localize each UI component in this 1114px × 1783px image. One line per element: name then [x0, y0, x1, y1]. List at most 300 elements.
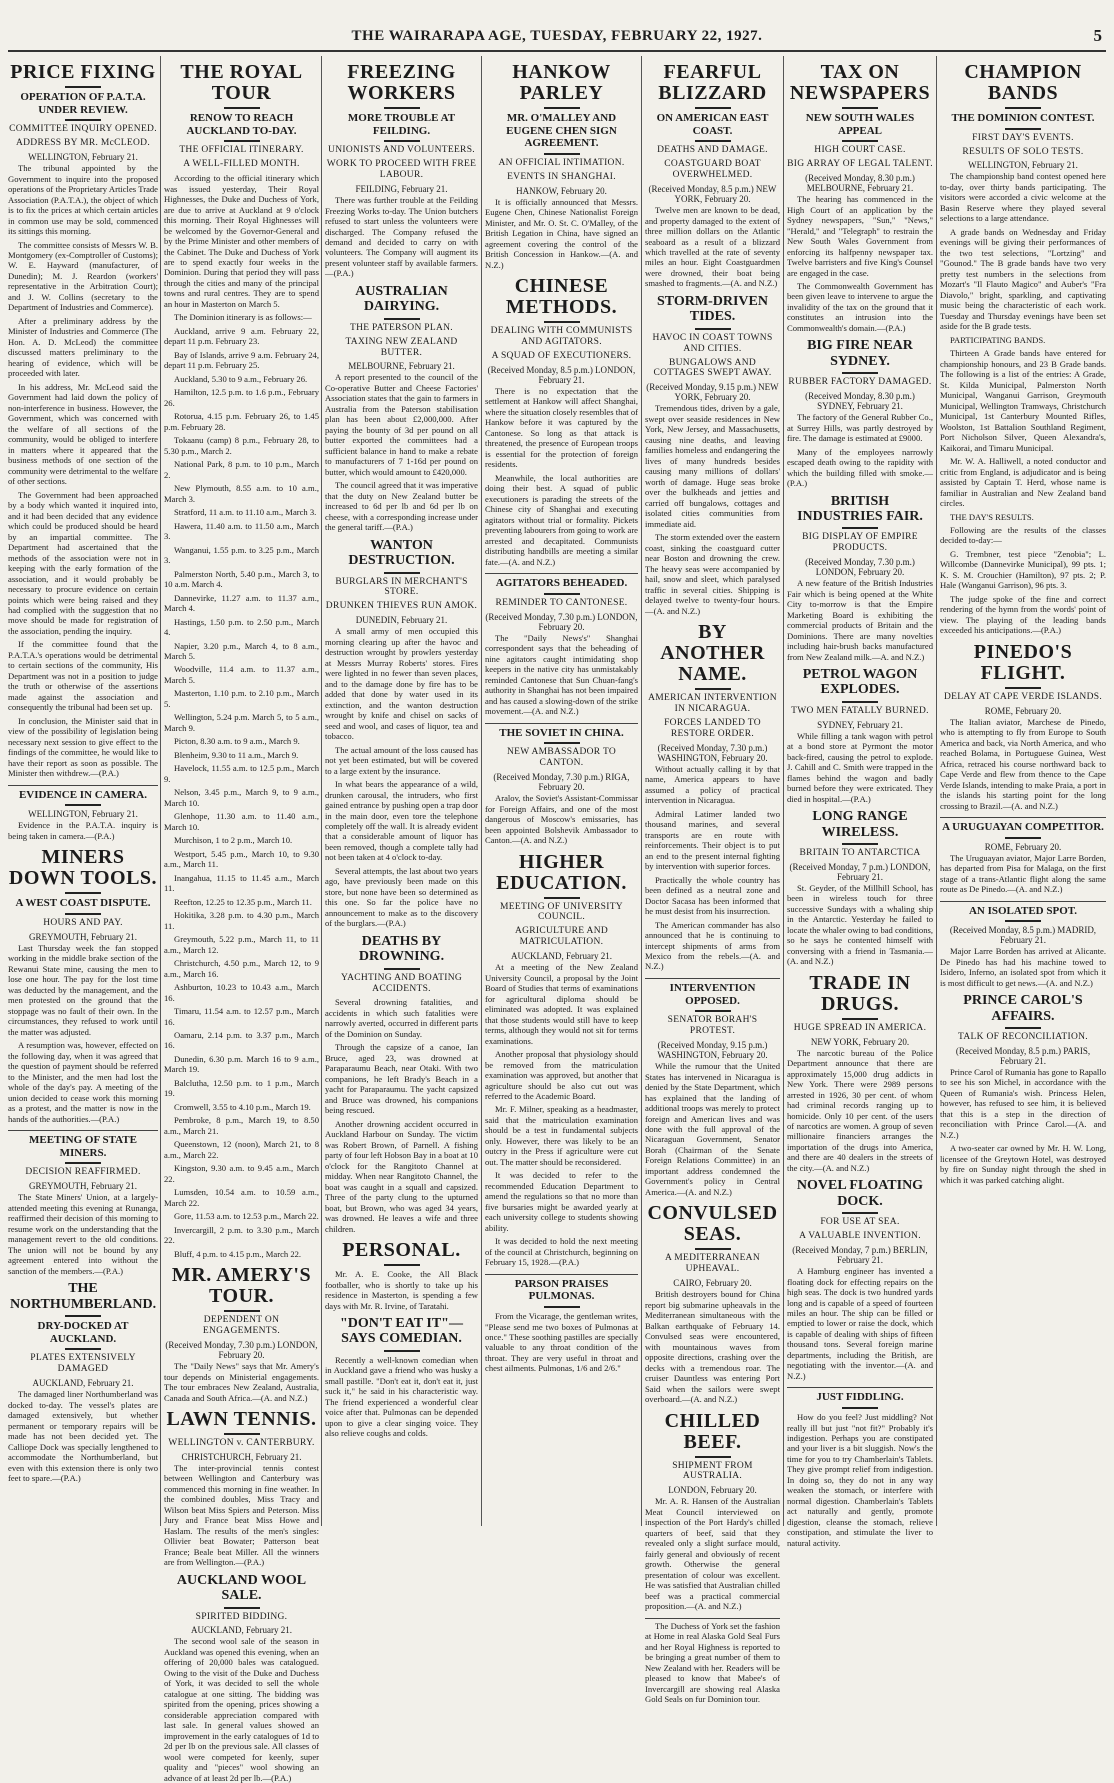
article	[8, 1130, 158, 1276]
article	[645, 1203, 780, 1404]
article-paragraph: Stratford, 11 a.m. to 11.10 a.m., March 3.	[174, 507, 317, 518]
article-paragraph: A Hamburg engineer has invented a floating dock for effecting repairs on the high seas. The dock is two hundred yards long and is capable of a speed of fourteen miles an hour. The ship can be filled or emptied to lower or raise the dock, which is capable of dealing with ships of fifteen thousand tons. Several foreign marine departments, including the British, are negotiating with the inventor.—(A. and N.Z.)	[787, 1266, 933, 1381]
article-dateline: FEILDING, February 21.	[355, 184, 448, 195]
article-headline: MR. AMERY'S TOUR.	[171, 1264, 312, 1308]
headline-rule	[1005, 1027, 1041, 1029]
article-paragraph: British destroyers bound for China report big submarine upheavals in the Mediterranean simultaneous with the Balkan earthquake of February 14. Convulsed seas were encountered, with mountainous waves from opposite directions, crashing over the decks with a tremendous roar. The cruiser Dauntless was entering Port Said when the sailors were swept overboard.—(A. and N.Z.)	[645, 1289, 780, 1405]
article	[164, 62, 319, 1259]
article-dateline: (Received Monday, 7.30 p.m.) LONDON, February 20.	[485, 611, 638, 632]
article-dateline: AUCKLAND, February 21.	[32, 1378, 134, 1389]
article-deck: AGRICULTURE AND MATRICULATION.	[514, 926, 609, 948]
article	[164, 1409, 319, 1568]
section-rule	[940, 901, 1106, 902]
article	[8, 785, 158, 842]
article-dateline: MELBOURNE, February 21.	[348, 361, 455, 372]
article-subhead: AN ISOLATED SPOT.	[968, 904, 1078, 917]
article-dateline: (Received Monday, 7.30 p.m.) LONDON, February 20.	[805, 557, 915, 578]
article-paragraph: Recently a well-known comedian when in Auckland gave a friend who was husky a small pastille. "Don't eat it, don't eat it, just suck it," he said in his characteristic way. The friend experienced a wonderful clear voice after that. Pulmonas can be depended upon to give a clear singing voice. They also relieve coughs and colds.	[325, 1354, 478, 1439]
article-paragraph: Evidence in the P.A.T.A. inquiry is being taken in camera.—(P.A.)	[8, 820, 158, 841]
article-dateline: (Received Monday, 7.30 p.m.) WASHINGTON, February 20.	[657, 742, 768, 763]
headline-rule	[384, 572, 420, 574]
article-dateline: (Received Monday, 7.30 p.m.) LONDON, February 20.	[165, 1340, 318, 1361]
article-paragraph: It was decided to hold the next meeting of the council at Christchurch, beginning on February 15, 1928.—(P.A.)	[485, 1236, 638, 1268]
article-headline: BRITISH INDUSTRIES FAIR.	[797, 493, 923, 524]
article-paragraph: After a preliminary address by the Minister of Industries and Commerce (The Hon. A. D. McLeod) the committee discussed matters preliminary to the hearing of evidence, which will be proceeded with later.	[8, 315, 158, 379]
article-paragraph: A grade bands on Wednesday and Friday evenings will be giving their performances of the two test selections, "Lortzing" and "Gounod." The B grade bands have two very pretty test numbers in the selections from Mozart's "Il Flauto Magico" and Auber's "Fra Diavolo," bright, sparkling, and captivating music being the characteristic of each work. Tuesday and Thursday evenings have been set aside for the B grade tests.	[940, 226, 1106, 332]
article-subhead: ON AMERICAN EAST COAST.	[656, 112, 769, 137]
subhead-rule	[65, 119, 101, 121]
article-deck: BIG DISPLAY OF EMPIRE PRODUCTS.	[802, 532, 918, 554]
article-deck: BIG ARRAY OF LEGAL TALENT.	[787, 159, 933, 170]
article-headline: CHINESE METHODS.	[505, 275, 618, 319]
article	[787, 62, 933, 333]
article-paragraph: A new feature of the British Industries Fair which is being opened at the White City to-morrow is that the Empire Marketing Board is exhibiting the commercial products of Britain and the Dominions. There are many novelties including hair-brush backs manufactured from New Zealand milk.—A. and N.Z.)	[787, 578, 933, 662]
article-paragraph: Invercargill, 2 p.m. to 3.30 p.m., March 22.	[164, 1224, 319, 1246]
article-deck: THE OFFICIAL ITINERARY.	[179, 145, 304, 156]
article-headline: FEARFUL BLIZZARD	[658, 61, 767, 104]
article	[164, 1573, 319, 1783]
article-paragraph: Blenheim, 9.30 to 11 a.m., March 9.	[174, 749, 299, 760]
article-paragraph: Palmerston North, 5.40 p.m., March 3, to 10 a.m. March 4.	[164, 568, 319, 590]
article-paragraph: Pembroke, 8 p.m., March 19, to 8.50 a.m., March 21.	[164, 1115, 319, 1136]
article	[485, 62, 638, 270]
column-divider	[783, 56, 784, 1526]
article-subhead: NEW SOUTH WALES APPEAL	[805, 112, 915, 137]
article-paragraph: Lumsden, 10.54 a.m. to 10.59 a.m., March 22.	[164, 1187, 319, 1208]
headline-rule	[1005, 687, 1041, 689]
article-paragraph: Greymouth, 5.22 p.m., March 11, to 11 a.m., March 12.	[164, 934, 319, 955]
article-subhead: DRY-DOCKED AT AUCKLAND.	[37, 1320, 129, 1345]
article-paragraph: The "Daily News's" Shanghai correspondent says that the beheading of nine agitators caught intimidating shop keepers in the native city has unmistakably reminded Cantonese that Sun Chuan-fang's authority in Shanghai has not been impaired and has caused a slowing-down of the strike movement.—(A. and N.Z.)	[485, 632, 638, 717]
article	[325, 1316, 478, 1439]
article	[485, 276, 638, 567]
article-paragraph: At a meeting of the New Zealand University Council, a proposal by the Joint Board of Studies that terms of examinations for agricultural diploma should be eliminated was adopted. It was explained that those students would still have to keep terms, although they would not sit for terms examinations.	[485, 962, 638, 1046]
article-deck: DEALING WITH COMMUNISTS AND AGITATORS.	[490, 326, 633, 348]
article-paragraph: From the Vicarage, the gentleman writes, "Please send me two boxes of Pulmonas at once." These soothing pastilles are specially valuable to any throat condition of the throat. They are very useful in throat and chest ailments. Pulmonas, 1/6 and 2/6."	[485, 1311, 638, 1374]
headline-rule	[842, 1212, 878, 1214]
article-paragraph: National Park, 8 p.m. to 10 p.m., March 2.	[164, 459, 319, 480]
article	[940, 993, 1106, 1185]
article-dateline: GREYMOUTH, February 21.	[29, 931, 137, 942]
article-paragraph: Practically the whole country has been defined as a neutral zone and Doctor Sacasa has been informed that he must desist from his insurrection.	[645, 874, 780, 917]
article-paragraph: Ashburton, 10.23 to 10.43 a.m., March 16.	[164, 982, 319, 1003]
article-paragraph: The Italian aviator, Marchese de Pinedo, who is attempting to fly from Europe to South America and back, via North America, and who reached Bolama, in Portuguese Guinea, West Africa, retraced his course northward back to Cape Verde and flew from thence to the Cape Verde Islands, intending to make Praia, a port in the islands his starting point for the long crossing to Brazil.—(A. and N.Z.)	[940, 716, 1106, 811]
article-subhead: A WEST COAST DISPUTE.	[15, 897, 151, 910]
headline-rule	[842, 372, 878, 374]
article-headline: FREEZING WORKERS	[347, 61, 456, 104]
article-paragraph: Bluff, 4 p.m. to 4.15 p.m., March 22.	[174, 1248, 302, 1259]
article-dateline: (Received Monday, 9.15 p.m.) NEW YORK, February 20.	[646, 382, 779, 403]
article-paragraph: In his address, Mr. McLeod said the Government had laid down the policy of non-interference in business. However, the Government, which was concerned with the welfare of all sections of the community, would be obliged to interfere in matters where it appeared that the business methods of one section of the community were detrimental to the welfare of other sections.	[8, 381, 158, 487]
article-paragraph: The judge spoke of the fine and correct rendering of the hymn from the words' point of view. The playing of the leading bands exceeded his anticipations.—(P.A.)	[940, 593, 1106, 636]
article	[325, 934, 478, 1234]
article-paragraph: If the committee found that the P.A.T.A.'s operations would be detrimental to certain sections of the community, His Department was not in a position to judge the truth or otherwise of the assertions made against the association and consequently the tribunal had been set up.	[8, 639, 158, 713]
article-deck: A WELL-FILLED MONTH.	[183, 159, 300, 170]
article-headline: PRICE FIXING	[10, 61, 156, 83]
article-headline: CONVULSED SEAS.	[647, 1202, 778, 1246]
subhead-rule	[695, 140, 731, 142]
article-paragraph: Meanwhile, the local authorities are doing their best. A squad of public executioners is parading the streets of the Chinese city of Shanghai and executing agitators without trial or formality. Pickets preventing labourers from going to work are arrested and decapitated. Communists distributing handbills are meeting a similar fate.—(A. and N.Z.)	[485, 472, 638, 567]
article	[8, 847, 158, 1124]
article-paragraph: Wanganui, 1.55 p.m. to 3.25 p.m., March 3.	[164, 544, 319, 566]
subhead-rule	[65, 804, 101, 806]
article-paragraph: Mr. F. Milner, speaking as a headmaster, said that the matriculation examination should be a test in fundamental subjects only. However, there was likely to be an outcry in the Press if agriculture were cut out. The matter should be reconsidered.	[485, 1104, 638, 1167]
headline-rule	[224, 107, 260, 109]
article-paragraph: Masterton, 1.10 p.m. to 2.10 p.m., March 5.	[164, 688, 319, 709]
article-paragraph: It was decided to refer to the recommended Education Department to amend the regulations so that no more than five bursaries might be awarded yearly at each university college to students showing ability.	[485, 1170, 638, 1233]
article-paragraph: Queenstown, 12 (noon), March 21, to 8 a.m., March 22.	[164, 1139, 319, 1160]
article-paragraph: A report presented to the council of the Co-operative Butter and Cheese Factories' Association states that the gain to farmers in Australia from the Paterson stabilisation plan has been about £2,000,000. After paying the bounty of 3d per pound on all butter exported the committees had a sufficient balance in hand to make a rebate to manufacturers of 7 1-16d per pound on butter, which would amount to £420,000.	[325, 372, 478, 477]
article-paragraph: Havelock, 11.55 a.m. to 12.5 p.m., March 9.	[164, 763, 319, 784]
article	[645, 1411, 780, 1612]
article	[787, 338, 933, 488]
article-deck: SENATOR BORAH'S PROTEST.	[667, 1015, 758, 1037]
article	[645, 294, 780, 616]
article-deck: BRITAIN TO ANTARCTICA	[799, 847, 921, 858]
headline-rule	[224, 1310, 260, 1312]
subhead-rule	[695, 1010, 731, 1012]
article-paragraph: It is officially announced that Messrs. Eugene Chen, Chinese Nationalist Foreign Minister, and Mr. O. St. C. O'Malley, of the British Legation in China, have signed an agreement covering the control of the British Concession in Hankow.—(A. and N.Z.)	[485, 196, 638, 270]
article	[940, 817, 1106, 895]
article-paragraph: THE DAY'S RESULTS.	[950, 511, 1034, 522]
section-rule	[645, 978, 780, 979]
article	[325, 1240, 478, 1311]
article-paragraph: The committee consists of Messrs W. B. Montgomery (ex-Comptroller of Customs); W. E. Hayward (manufacturer, of Dunedin); M. J. Reardon (workers' representative in the Arbitration Court); and J. W. Collins (secretary to the Department of Industries and Commerce).	[8, 239, 158, 313]
article-subhead: THE DOMINION CONTEST.	[951, 112, 1095, 124]
subhead-rule	[842, 1407, 878, 1409]
article-paragraph: The Uruguayan aviator, Major Larre Borden, has departed from Pisa for Malaga, on the first stage of a trans-Atlantic flight along the same route as De Pinedo.—(A. and N.Z.)	[940, 852, 1106, 895]
subhead-rule	[384, 140, 420, 142]
article-paragraph: G. Trembner, test piece "Zenobia"; L. Willcombe (Dannevirke Municipal), 99 pts. 1; K. S. M. Crouchier (Hamilton), 97 pts. 2; P. Hale (Wanganui Garrison), 96 pts. 3.	[940, 548, 1106, 591]
article-paragraph: Hastings, 1.50 p.m. to 2.50 p.m., March 4.	[164, 616, 319, 638]
article-deck: TWO MEN FATALLY BURNED.	[791, 705, 929, 716]
article-deck: AMERICAN INTERVENTION IN NICARAGUA.	[648, 693, 777, 714]
article-deck: DELAY AT CAPE VERDE ISLANDS.	[943, 691, 1103, 702]
article-headline: AUSTRALIAN DAIRYING.	[355, 283, 448, 315]
article	[787, 494, 933, 663]
article-deck: FOR USE AT SEA.	[820, 1217, 900, 1228]
headline-rule	[384, 968, 420, 970]
newspaper-columns	[0, 56, 1114, 1783]
article-deck: DECISION REAFFIRMED.	[25, 1167, 141, 1178]
article-dateline: SYDNEY, February 21.	[817, 719, 903, 730]
article-paragraph: The Dominion itinerary is as follows:—	[174, 312, 312, 323]
article-dateline: (Received Monday, 8.5 p.m.) LONDON, February 21.	[487, 364, 636, 385]
headline-rule	[384, 318, 420, 320]
article-subhead: A URUGUAYAN COMPETITOR.	[942, 821, 1104, 834]
article-paragraph: Several attempts, the last about two years ago, have previously been made on this store, but none have been so determined as this one. So far the police have no announcement to make as to the discovery of the burglars.—(P.A.)	[325, 865, 478, 929]
article-deck: WELLINGTON v. CANTERBURY.	[168, 1437, 315, 1448]
article	[485, 573, 638, 716]
article-dateline: AUCKLAND, February 21.	[191, 1625, 292, 1636]
headline-rule	[842, 843, 878, 845]
headline-rule	[695, 107, 731, 109]
article-deck: HAVOC IN COAST TOWNS AND CITIES.	[652, 332, 773, 354]
article-paragraph: The Commonwealth Government has been given leave to intervene to argue the invalidity of the tax on the ground that it constitutes an intrusion into the Commonwealth's domain.—(P.A.)	[787, 281, 933, 333]
article-deck: PLATES EXTENSIVELY DAMAGED	[30, 1353, 136, 1375]
article-paragraph: Hawera, 11.40 a.m. to 11.50 a.m., March 3.	[164, 520, 319, 542]
article-dateline: (Received Monday, 8.5 p.m.) MADRID, February 21.	[949, 925, 1097, 946]
article-paragraph: The Government had been approached by a body which wanted it inquired into, and it had been decided that any evidence which could be produced should be heard by an impartial committee. The Department had ascertained that the methods of the association were not in keeping with the early formation of the association, and it would probably be necessary to procure evidence on certain points which were being raised and they had complied with the suggestion that no move should be made for registration of the association, pending the inquiry.	[8, 489, 158, 636]
article-deck: TAXING NEW ZEALAND BUTTER.	[345, 336, 458, 358]
masthead	[0, 0, 1114, 48]
article-paragraph: PARTICIPATING BANDS.	[950, 334, 1046, 345]
article-headline: BY ANOTHER NAME.	[660, 621, 765, 686]
article-paragraph: A small army of men occupied this morning clearing up after the havoc and destruction wrought by prowlers yesterday at Messrs Murray Roberts' stores. Fires were lighted in no fewer than seven places, and to the damage done by fire has to be added that done by water used in its extinction, and the wanton destruction wrought by knife and chisel on sacks of seed and wool, and cases of liquor, tea and tobacco.	[325, 626, 478, 742]
subhead-rule	[65, 1348, 101, 1350]
article-paragraph: A two-seater car owned by Mr. H. W. Long, licensee of the Greytown Hotel, was destroyed by fire on Sunday night through the shed in which it was parked catching alight.	[940, 1143, 1106, 1185]
article-headline: TRADE IN DRUGS.	[809, 971, 911, 1015]
headline-rule	[65, 892, 101, 894]
article-deck: SHIPMENT FROM AUSTRALIA.	[672, 1460, 753, 1482]
article-paragraph: The American commander has also announced that he is continuing to intercept shipments of arms from Mexico from the rebels.—(A. and N.Z.)	[645, 919, 780, 972]
article-deck: A MEDITERRANEAN UPHEAVAL.	[664, 1253, 760, 1275]
article-paragraph: The State Miners' Union, at a largely-attended meeting this evening at Runanga, reaffirmed their decision of this morning to resume work on the understanding that the management revert to the old conditions. The union will not be bound by any agreement entered into without the sanction of the members.—(P.A.)	[8, 1192, 158, 1276]
article-paragraph: Several drowning fatalities, and accidents in which such fatalities were narrowly averted, occurred in different parts of the Dominion on Sunday.	[325, 997, 478, 1039]
subhead-rule	[65, 1162, 101, 1164]
article-subhead: EVIDENCE IN CAMERA.	[18, 788, 148, 801]
article-paragraph: Woodville, 11.4 a.m. to 11.37 a.m., March 5.	[164, 664, 319, 685]
article-deck: EVENTS IN SHANGHAI.	[507, 171, 616, 182]
article	[645, 622, 780, 972]
article-dateline: (Received Monday, 8.30 p.m.) SYDNEY, February 21.	[805, 391, 915, 412]
article-paragraph: St. Geyder, of the Millhill School, has been in wireless touch for three successive Sundays with a whaling ship in the Antarctic. Yesterday he failed to locate the whaler owing to bad conditions, so he says he contented himself with conversing with a friend in Tasmania.—(A. and N.Z.)	[787, 882, 933, 967]
article-paragraph: Hamilton, 12.5 p.m. to 1.6 p.m., February 26.	[164, 387, 319, 408]
article-headline: MINERS DOWN TOOLS.	[8, 846, 158, 890]
section-rule	[8, 785, 158, 786]
article-paragraph: Kingston, 9.30 a.m. to 9.45 a.m., March 22.	[164, 1163, 319, 1184]
headline-rule	[842, 701, 878, 703]
subhead-rule	[544, 1306, 580, 1308]
headline-rule	[224, 1433, 260, 1435]
article-paragraph: Inangahua, 11.15 to 11.45 a.m., March 11.	[164, 872, 319, 894]
article-deck: COMMITTEE INQUIRY OPENED.	[9, 124, 157, 135]
section-rule	[940, 817, 1106, 818]
headline-rule	[544, 321, 580, 323]
headline-rule	[224, 1607, 260, 1609]
subhead-rule	[1005, 920, 1041, 922]
article-paragraph: Prince Carol of Rumania has gone to Rapallo to see his son Michel, in accordance with the Queen of Rumania's wish. Princess Helen, however, has refused to see him, it is believed that this is a step in the direction of reconciliation with Prince Carol.—(A. and N.Z.)	[940, 1066, 1106, 1140]
column-divider	[481, 56, 482, 1526]
article-dateline: (Received Monday, 7.30 p.m.) RIGA, February 20.	[493, 772, 630, 793]
article-dateline: CAIRO, February 20.	[673, 1278, 752, 1289]
article-dateline: ROME, February 20.	[984, 841, 1062, 852]
article-headline: WANTON DESTRUCTION.	[348, 537, 455, 569]
subhead-rule	[1005, 837, 1041, 839]
column-1	[8, 56, 158, 1526]
article-headline: STORM-DRIVEN TIDES.	[657, 293, 768, 325]
article-deck: BUNGALOWS AND COTTAGES SWEPT AWAY.	[653, 357, 772, 379]
headline-rule	[544, 897, 580, 899]
article	[8, 62, 158, 779]
article	[645, 978, 780, 1197]
article-deck: TALK OF RECONCILIATION.	[958, 1032, 1088, 1043]
article-paragraph: New Plymouth, 8.55 a.m. to 10 a.m., March 3.	[164, 483, 319, 504]
article-paragraph: Another drowning accident occurred in Auckland Harbour on Sunday. The victim was Robert Brown, of Parnell. A fishing party of four left Hobson Bay in a boat at 10 o'clock for the Rangitoto Channel at midday. When near Rangitoto Channel, the boat was caught in a squall and capsized. Three of the party clung to the upturned boat, but Brown, who was aged 34 years, was drowned. He leaves a wife and three children.	[325, 1118, 478, 1234]
subhead-rule	[544, 153, 580, 155]
article-paragraph: Mr. A. E. Cooke, the All Black footballer, who is shortly to take up his residence in Masterton, is spending a few days with Mr. R. Irvine, of Taratahi.	[325, 1269, 478, 1311]
article	[485, 1274, 638, 1374]
article-paragraph: There is no expectation that the settlement at Hankow will affect Shanghai, where the situation closely resembles that of Hankow before it was captured by the Cantonese. So long as that attack is threatened, the presence of European troops is essential for the protection of foreign residents.	[485, 385, 638, 470]
article-paragraph: Rotorua, 4.15 p.m. February 26, to 1.45 p.m. February 28.	[164, 411, 319, 432]
article-headline: TAX ON NEWSPAPERS	[789, 61, 931, 104]
article-paragraph: Without actually calling it by that name, America appears to have assumed a policy of practical intervention in Nicaragua.	[645, 763, 780, 806]
headline-rule	[695, 688, 731, 690]
article-dateline: (Received Monday, 7 p.m.) BERLIN, February 21.	[792, 1245, 928, 1266]
column-divider	[641, 56, 642, 1526]
article-subhead: OPERATION OF P.A.T.A. UNDER REVIEW.	[20, 91, 146, 116]
article-paragraph: The championship band contest opened here to-day, over thirty bands participating. The visitors were accorded a civic welcome at the Basin Reserve where they played several selections to a large attendance.	[940, 171, 1106, 224]
article-paragraph: Oamaru, 2.14 p.m. to 3.37 p.m., March 16.	[164, 1030, 319, 1051]
article-paragraph: Murchison, 1 to 2 p.m., March 10.	[174, 835, 293, 846]
article-deck: BURGLARS IN MERCHANT'S STORE.	[335, 576, 468, 598]
article-deck: NEW AMBASSADOR TO CANTON.	[506, 747, 617, 769]
headline-rule	[842, 527, 878, 529]
headline-rule	[695, 1456, 731, 1458]
article-paragraph: Another proposal that physiology should be removed from the matriculation examination was approved, but another that agriculture should be also cut out was referred to the Academic Board.	[485, 1049, 638, 1101]
headline-rule	[842, 1018, 878, 1020]
article-paragraph: There was further trouble at the Feilding Freezing Works to-day. The Union butchers refused to start unless the volunteers were discharged. The Company refused the demand and decided to carry on with volunteers. The Company will augment its present volunteer staff by available farmers.—(P.A.)	[325, 195, 478, 279]
article-paragraph: Westport, 5.45 p.m., March 10, to 9.30 a.m., March 11.	[164, 848, 319, 870]
headline-rule	[695, 328, 731, 330]
article-paragraph: Through the capsize of a canoe, Ian Bruce, aged 23, was drowned at Paraparaumu Beach, near Otaki. With two companions, he left Brady's Beach in a yacht for Paraparaumu. The yacht capsized and Bruce was drowned, his companions being rescued.	[325, 1042, 478, 1116]
article-paragraph: Dunedin, 6.30 p.m. March 16 to 9 a.m., March 19.	[164, 1053, 319, 1075]
article-paragraph: In what bears the appearance of a wild, drunken carousal, the intruders, who first gained entrance by pushing open a trap door in the main door, even tore the telephone completely off the wall. It is already evident that a considerable amount of liquor has been removed, though a complete tally had not been taken at 4 o'clock to-day.	[325, 779, 478, 863]
article	[787, 1178, 933, 1381]
column-4	[485, 56, 638, 1526]
article-deck: COASTGUARD BOAT OVERWHELMED.	[664, 159, 761, 181]
column-7	[940, 56, 1106, 1526]
article-paragraph: The damaged liner Northumberland was docked to-day. The vessel's plates are damaged extensively, but whether permanent or temporary repairs will be made has not been decided yet. The Calliope Dock was specially lengthened to accommodate the Northumberland, but even with this extension there is only two feet to spare.—(P.A.)	[8, 1389, 158, 1483]
column-2	[164, 56, 319, 1783]
article-headline: BIG FIRE NEAR SYDNEY.	[807, 338, 913, 369]
article-paragraph: A resumption was, however, effected on the following day, when it was agreed that the question of payment should be referred to the Minister, and the men had lost the whole of the day's pay. A meeting of the union decided to cease work this morning as a protest, and the matter is now in the hands of the authorities.—(P.A.)	[8, 1040, 158, 1124]
article-paragraph: Last Thursday week the fan stopped working in the middle brake section of the Rewanui State mine, causing the men to lose one hour. The pay for the lost time was deducted by the management, and the men protested on the ground that the stoppage was no fault of their own. In the circumstances, they refused to work until the matter was adjusted.	[8, 942, 158, 1037]
article-paragraph: Mr. A. R. Hansen of the Australian Meat Council interviewed on inspection of the Port Hardy's chilled quarters of beef, said that they revealed only a slight surface mould, fairly general and obviously of recent growth. Otherwise the general presentation of colour was excellent. He was satisfied that Australian chilled beef was a practical commercial proposition.—(A. and N.Z.)	[645, 1496, 780, 1612]
article-paragraph: Christchurch, 4.50 p.m., March 12, to 9 a.m., March 16.	[164, 958, 319, 979]
article-deck: RUBBER FACTORY DAMAGED.	[788, 377, 932, 388]
masthead-rule	[8, 50, 1106, 52]
article-deck: MEETING OF UNIVERSITY COUNCIL.	[500, 901, 623, 923]
article-deck: A VALUABLE INVENTION.	[799, 1231, 921, 1242]
headline-rule	[842, 107, 878, 109]
article-paragraph: Cromwell, 3.55 to 4.10 p.m., March 19.	[174, 1101, 311, 1112]
article-headline: "DON'T EAT IT"—SAYS COMEDIAN.	[340, 1316, 463, 1347]
article-headline: DEATHS BY DROWNING.	[358, 933, 445, 965]
column-6	[787, 56, 933, 1548]
article-paragraph: In conclusion, the Minister said that in view of the possibility of legislation being necessary next session to give effect to the findings of the committee, he would like to have their report as soon as possible. The Minister then withdrew.—(P.A.)	[8, 715, 158, 779]
article-dateline: (Received Monday, 8.5 p.m.) PARIS, February 21.	[955, 1045, 1091, 1066]
article-headline: LAWN TENNIS.	[166, 1407, 317, 1430]
masthead-title: THE WAIRARAPA AGE, TUESDAY, FEBRUARY 22, 1927.	[351, 28, 763, 44]
article-headline: THE NORTHUMBERLAND.	[9, 1281, 157, 1312]
article-deck: YACHTING AND BOATING ACCIDENTS.	[340, 972, 463, 994]
article-paragraph: The tribunal appointed by the Government to inquire into the proposed operations of the Proprietary Articles Trade Association (P.A.T.A.), the object of which is to fix the prices at which certain articles in common use may be sold, commenced its sittings this morning.	[8, 163, 158, 237]
article-subhead: PARSON PRAISES PULMONAS.	[514, 1277, 609, 1303]
headline-rule	[384, 107, 420, 109]
article-dateline: (Received Monday, 7 p.m.) LONDON, February 21.	[789, 861, 931, 882]
article-paragraph: Napier, 3.20 p.m., March 4, to 8 a.m., March 5.	[164, 640, 319, 661]
article-dateline: NEW YORK, February 20.	[810, 1036, 910, 1047]
article	[164, 1265, 319, 1403]
article-subhead: MORE TROUBLE AT FEILDING.	[347, 112, 456, 137]
article-headline: PETROL WAGON EXPLODES.	[802, 667, 918, 698]
subhead-rule	[544, 593, 580, 595]
article-paragraph: Twelve men are known to be dead, and property damaged to the extent of three million dollars on the Atlantic seaboard as a result of a blizzard which travelled at the rate of seventy miles an hour. Eight Coastguardmen were drowned, their boat being smashed to fragments.—(A. and N.Z.)	[645, 205, 780, 289]
article-paragraph: Wellington, 5.24 p.m. March 5, to 5 a.m., March 9.	[164, 712, 319, 733]
article-dateline: WELLINGTON, February 21.	[28, 152, 138, 163]
article-paragraph: While the rumour that the United States has intervened in Nicaragua is denied by the State Department, which has explained that the landing of additional troops was merely to protect foreign and American lives and was done with the full approval of the Nicaraguan Government, Senator Borah (Chairman of the Senate Foreign Relations Committee) in an important address condemned the Government's policy in Central America.—(A. and N.Z.)	[645, 1061, 780, 1197]
article-dateline: GREYMOUTH, February 21.	[29, 1181, 137, 1192]
article-paragraph: The inter-provincial tennis contest between Wellington and Canterbury was commenced this morning in fine weather. In the combined doubles, Miss Tracy and Wilson beat Miss Spiers and Peterson. Miss Jury and France beat Miss Howe and Haslam. The results of the men's singles: Ollivier beat Bowater; Patterson beat France; Beale beat Miller. All the winners are from Wellington.—(P.A.)	[164, 1462, 319, 1568]
subhead-rule	[544, 742, 580, 744]
article-paragraph: The second wool sale of the season in Auckland was opened this evening, when an offering of 20,000 bales was catalogued. Owing to the visit of the Duke and Duchess of York, it was decided to sell the whole catalogue at one sitting. The bidding was spirited from the opening, prices showing a considerable appreciation compared with last sale. In general values showed an improvement in the early catalogues of 1d to 2d per lb on the previous sale. All classes of wool were competed for keenly, super quality and "pieces" wool showing an advance of at least 2d per lb.—(P.A.)	[164, 1636, 319, 1783]
article	[787, 667, 933, 804]
article-headline: PERSONAL.	[342, 1239, 461, 1262]
article-paragraph: According to the official itinerary which was issued yesterday, Their Royal Highnesses, the Duke and Duchess of York, are due to arrive at Auckland at 9 o'clock this morning. Their Royal Highnesses will be welcomed by the Governor-General and by the Prime Minister and other members of the Cabinet. The Duke and Duchess of York are to spend exactly four weeks in the Dominion. During that period they will pass through the cities and many of the principal towns and rural centres. They are to spend an hour in Masterton on March 5.	[164, 173, 319, 309]
article-paragraph: While filling a tank wagon with petrol at a bond store at Pyrmont the motor back-fired, causing the petrol to explode. J. Cahill and C. Smith were trapped in the flames behind the wagon and badly burned before they were extricated. They died in hospital.—(P.A.)	[787, 730, 933, 804]
column-divider	[936, 56, 937, 1526]
article-paragraph: Tremendous tides, driven by a gale, swept over seaside residences in New York, New Jersey, and Massachusetts, causing nine deaths, and leaving families homeless and endangering the lives of many hundreds besides causing many millions of dollars' worth of damage. Huge seas broke over the bulkheads and jetties and carried off bungalows, cottages and isolated cities communities from immediate aid.	[645, 403, 780, 529]
article-subhead: INTERVENTION OPPOSED.	[669, 981, 756, 1007]
article-dateline: HANKOW, February 20.	[516, 185, 607, 196]
article	[485, 852, 638, 1268]
article-dateline: (Received Monday, 8.30 p.m.) MELBOURNE, February 21.	[805, 173, 915, 194]
article-deck: A SQUAD OF EXECUTIONERS.	[491, 351, 632, 361]
article-dateline: WELLINGTON, February 21.	[28, 809, 138, 820]
article-subhead: JUST FIDDLING.	[816, 1391, 904, 1404]
article-dateline: CHRISTCHURCH, February 21.	[181, 1451, 302, 1462]
section-rule	[645, 1618, 780, 1619]
subhead-rule	[224, 140, 260, 142]
section-rule	[485, 573, 638, 574]
article	[787, 1387, 933, 1548]
article-deck: THE PATERSON PLAN.	[350, 322, 453, 333]
headline-rule	[384, 1264, 420, 1266]
article-paragraph: Major Larre Borden has arrived at Alicante. De Pinedo has had his machine towed to Isidero, Inferno, an isolated spot from which it is most difficult to get news.—(A. and N.Z.)	[940, 946, 1106, 988]
article-paragraph: Hokitika, 3.28 p.m. to 4.30 p.m., March 11.	[164, 910, 319, 931]
section-rule	[787, 1387, 933, 1388]
article-deck: FORCES LANDED TO RESTORE ORDER.	[664, 717, 761, 739]
headline-rule	[695, 1248, 731, 1250]
subhead-rule	[842, 140, 878, 142]
article-paragraph: Admiral Latimer landed two thousand marines, and several transports are en route with reinforcements. Their object is to put an end to the present internal fighting by intervention with superior forces.	[645, 808, 780, 872]
article-subhead: AGITATORS BEHEADED.	[495, 577, 628, 590]
article-dateline: DUNEDIN, February 21.	[355, 615, 448, 626]
article-paragraph: How do you feel? Just middling? Not really ill but just "not fit?" Probably it's indigestion. Perhaps you are constipated and your liver is a bit sluggish. Now's the time for you to try Chamberlain's Tablets. They give prompt relief from indigestion. In doing so, they do not in any way weaken the stomach, or interfere with normal digestion. Chamberlain's Tablets act naturally and gently, promote digestion, cleanse the stomach, relieve constipation, and stimulate the liver to natural activity.	[787, 1412, 933, 1548]
article-paragraph: The factory of the General Rubber Co., at Surrey Hills, was partly destroyed by fire. The damage is estimated at £9000.	[787, 412, 933, 444]
article	[325, 62, 478, 279]
column-divider	[160, 56, 161, 1526]
article-deck: REMINDER TO CANTONESE.	[495, 597, 628, 608]
column-3	[325, 56, 478, 1526]
article	[325, 538, 478, 929]
article-headline: PINEDO'S FLIGHT.	[973, 640, 1073, 684]
article	[940, 62, 1106, 636]
headline-rule	[65, 1315, 101, 1317]
article-headline: LONG RANGE WIRELESS.	[812, 809, 908, 840]
article-deck: HIGH COURT CASE.	[814, 145, 906, 156]
article-headline: AUCKLAND WOOL SALE.	[176, 1572, 307, 1604]
article-paragraph: Dannevirke, 11.27 a.m. to 11.37 a.m., March 4.	[164, 592, 319, 614]
article-paragraph: Thirteen A Grade bands have entered for championship honours, and 23 B Grade bands. The following is a list of the entries: A Grade, St. Kilda Municipal, Palmerston North Municipal, Wanganui Garrison, Greymouth Municipal, Wellington Tramways, Christchurch Municipal, 1st Canterbury Mounted Rifles, Woolston, 1st Battalion Southland Regiment, Port Nicholson Silver, Queen Alexandra's, Kaikorai, and Timaru Municipal.	[940, 348, 1106, 453]
column-divider	[321, 56, 322, 1526]
section-rule	[485, 1274, 638, 1275]
article	[940, 642, 1106, 811]
article-subhead: MEETING OF STATE MINERS.	[29, 1134, 137, 1159]
article-deck: WORK TO PROCEED WITH FREE LABOUR.	[326, 159, 477, 181]
headline-rule	[544, 107, 580, 109]
